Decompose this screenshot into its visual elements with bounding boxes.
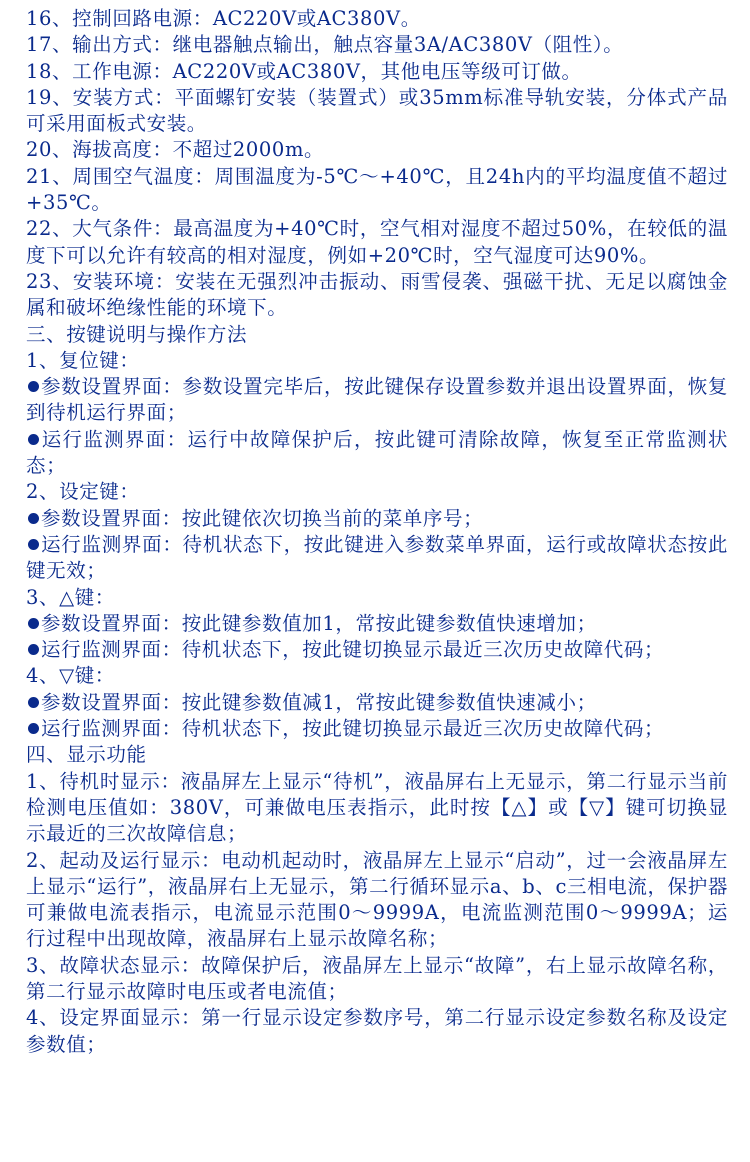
key-4-bullet-1-row bbox=[26, 690, 728, 716]
bullet-icon bbox=[28, 434, 39, 445]
bullet-icon bbox=[28, 697, 39, 708]
key-3-bullet-2-row bbox=[26, 637, 728, 663]
spec-18: 18、工作电源：AC220V或AC380V，其他电压等级可订做。 bbox=[26, 59, 582, 83]
key-2-bullet-1-row bbox=[26, 506, 728, 532]
document-body bbox=[26, 6, 728, 1058]
bullet-icon bbox=[28, 723, 39, 734]
spec-16: 16、控制回路电源：AC220V或AC380V。 bbox=[26, 7, 421, 30]
key-1-bullet-2: 运行监测界面：运行中故障保护后，按此键可清除故障，恢复至正常监测状态； bbox=[26, 427, 728, 478]
bullet-icon bbox=[28, 513, 39, 524]
bullet-icon bbox=[28, 381, 39, 392]
key-1-title: 1、复位键： bbox=[26, 348, 140, 372]
section-3-title: 三、按键说明与操作方法 bbox=[26, 322, 248, 346]
spec-19: 19、安装方式：平面螺钉安装（装置式）或35mm标准导轨安装，分体式产品可采用面板式安装。 bbox=[26, 85, 728, 136]
key-3-title: 3、△键： bbox=[26, 585, 115, 609]
key-1-bullet-1: 参数设置界面：参数设置完毕后，按此键保存设置参数并退出设置界面，恢复到待机运行界面； bbox=[26, 375, 728, 425]
key-4-title: 4、▽键： bbox=[26, 664, 115, 688]
key-3-bullet-2: 运行监测界面：待机状态下，按此键切换显示最近三次历史故障代码； bbox=[41, 638, 665, 662]
display-2: 2、起动及运行显示：电动机起动时，液晶屏左上显示“启动”，过一会液晶屏左上显示“运行”，液晶屏右上无显示，第二行循环显示a、b、c三相电流，保护器可兼做电流表指示，电流显示范围0～9999A，电流监测范围0～9999A；运行过程中出现故障，液晶屏右上显示故障名称； bbox=[26, 848, 728, 951]
bullet-icon bbox=[28, 539, 39, 550]
bullet-icon bbox=[28, 618, 39, 629]
key-2-bullet-2: 运行监测界面：待机状态下，按此键进入参数菜单界面，运行或故障状态按此键无效； bbox=[26, 532, 728, 583]
key-2-bullet-1: 参数设置界面：按此键依次切换当前的菜单序号； bbox=[41, 506, 484, 530]
key-2-bullet-2-row bbox=[26, 532, 728, 585]
key-4-bullet-2-row bbox=[26, 716, 728, 742]
key-1-bullet-1-row bbox=[26, 374, 728, 427]
spec-22: 22、大气条件：最高温度为+40℃时，空气相对湿度不超过50%，在较低的温度下可以允许有较高的相对湿度，例如+20℃时，空气湿度可达90%。 bbox=[26, 217, 728, 267]
display-4: 4、设定界面显示：第一行显示设定参数序号，第二行显示设定参数名称及设定参数值； bbox=[26, 1006, 728, 1056]
spec-21: 21、周围空气温度：周围温度为-5℃～+40℃，且24h内的平均温度值不超过+35℃。 bbox=[26, 164, 728, 215]
spec-17: 17、输出方式：继电器触点输出，触点容量3A/AC380V（阻性）。 bbox=[26, 33, 624, 57]
display-1: 1、待机时显示：液晶屏左上显示“待机”，液晶屏右上无显示，第二行显示当前检测电压值如：380V，可兼做电压表指示，此时按【△】或【▽】键可切换显示最近的三次故障信息； bbox=[26, 769, 728, 846]
spec-23: 23、安装环境：安装在无强烈冲击振动、雨雪侵袭、强磁干扰、无足以腐蚀金属和破坏绝缘性能的环境下。 bbox=[26, 269, 728, 320]
key-4-bullet-1: 参数设置界面：按此键参数值减1，常按此键参数值快速减小； bbox=[41, 690, 597, 714]
display-3: 3、故障状态显示：故障保护后，液晶屏左上显示“故障”，右上显示故障名称，第二行显示故障时电压或者电流值； bbox=[26, 953, 728, 1003]
key-4-bullet-2: 运行监测界面：待机状态下，按此键切换显示最近三次历史故障代码； bbox=[41, 717, 665, 741]
key-3-bullet-1: 参数设置界面：按此键参数值加1，常按此键参数值快速增加； bbox=[41, 611, 597, 635]
key-3-bullet-1-row bbox=[26, 611, 728, 637]
key-2-title: 2、设定键： bbox=[26, 480, 140, 504]
key-1-bullet-2-row bbox=[26, 427, 728, 480]
bullet-icon bbox=[28, 644, 39, 655]
spec-20: 20、海拔高度：不超过2000m。 bbox=[26, 138, 325, 162]
section-4-title: 四、显示功能 bbox=[26, 743, 147, 767]
